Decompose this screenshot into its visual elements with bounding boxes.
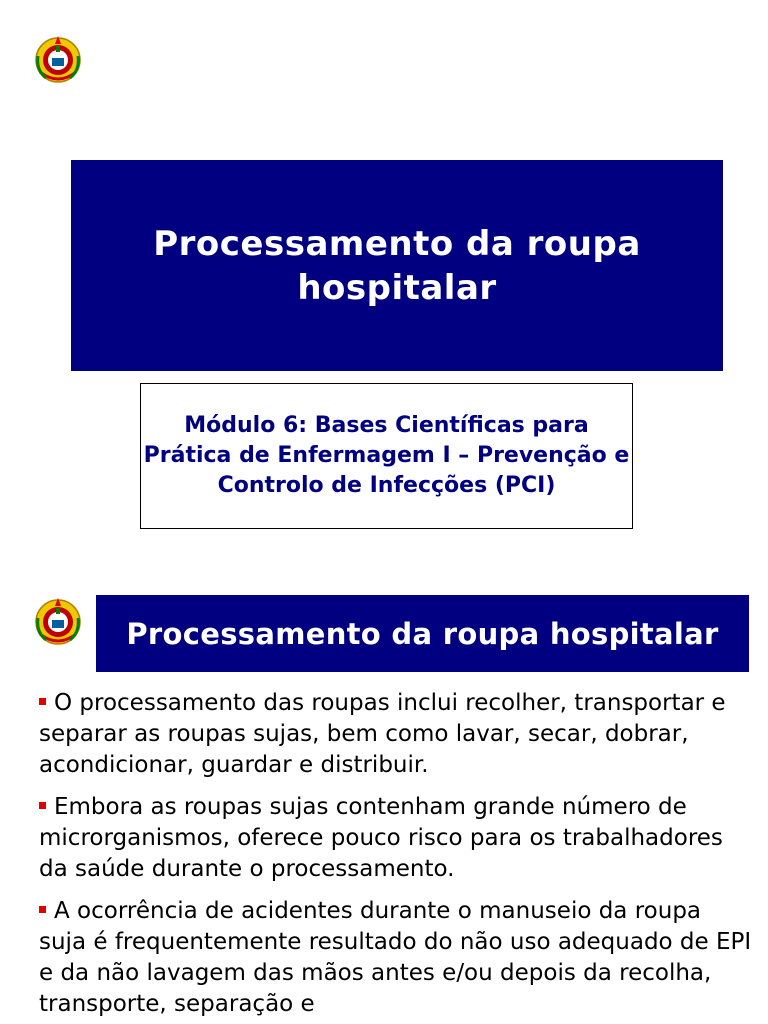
bullet-item: [39, 896, 754, 1020]
bullet-square-icon: [39, 698, 46, 705]
mozambique-emblem-icon: [32, 32, 84, 86]
slide-title-box: [71, 160, 723, 371]
module-subtitle: Módulo 6: Bases Científicas para Prática de Enfermagem I – Prevenção e Controlo de Infecções (PCI): [143, 413, 630, 498]
bullet-text: A ocorrência de acidentes durante o manuseio da roupa suja é frequentemente resultado do não uso adequado de EPI e da não lavagem das mãos antes e/ou depois da recolha, transporte, separação e: [39, 898, 752, 1017]
slide-title: Processamento da roupa hospitalar: [153, 223, 641, 308]
mozambique-emblem-icon: [32, 594, 84, 648]
bullet-square-icon: [39, 906, 46, 913]
slide-header: Processamento da roupa hospitalar: [126, 616, 719, 651]
slide-header-box: [96, 595, 749, 672]
bullet-list: [39, 688, 754, 1024]
bullet-text: O processamento das roupas inclui recolher, transportar e separar as roupas sujas, bem como lavar, secar, dobrar, acondicionar, guardar e distribuir.: [39, 690, 726, 778]
bullet-item: [39, 792, 754, 885]
bullet-square-icon: [39, 802, 46, 809]
module-box: [140, 383, 633, 529]
bullet-text: Embora as roupas sujas contenham grande número de microrganismos, oferece pouco risco para os trabalhadores da saúde durante o processamento.: [39, 794, 723, 882]
bullet-item: [39, 688, 754, 781]
